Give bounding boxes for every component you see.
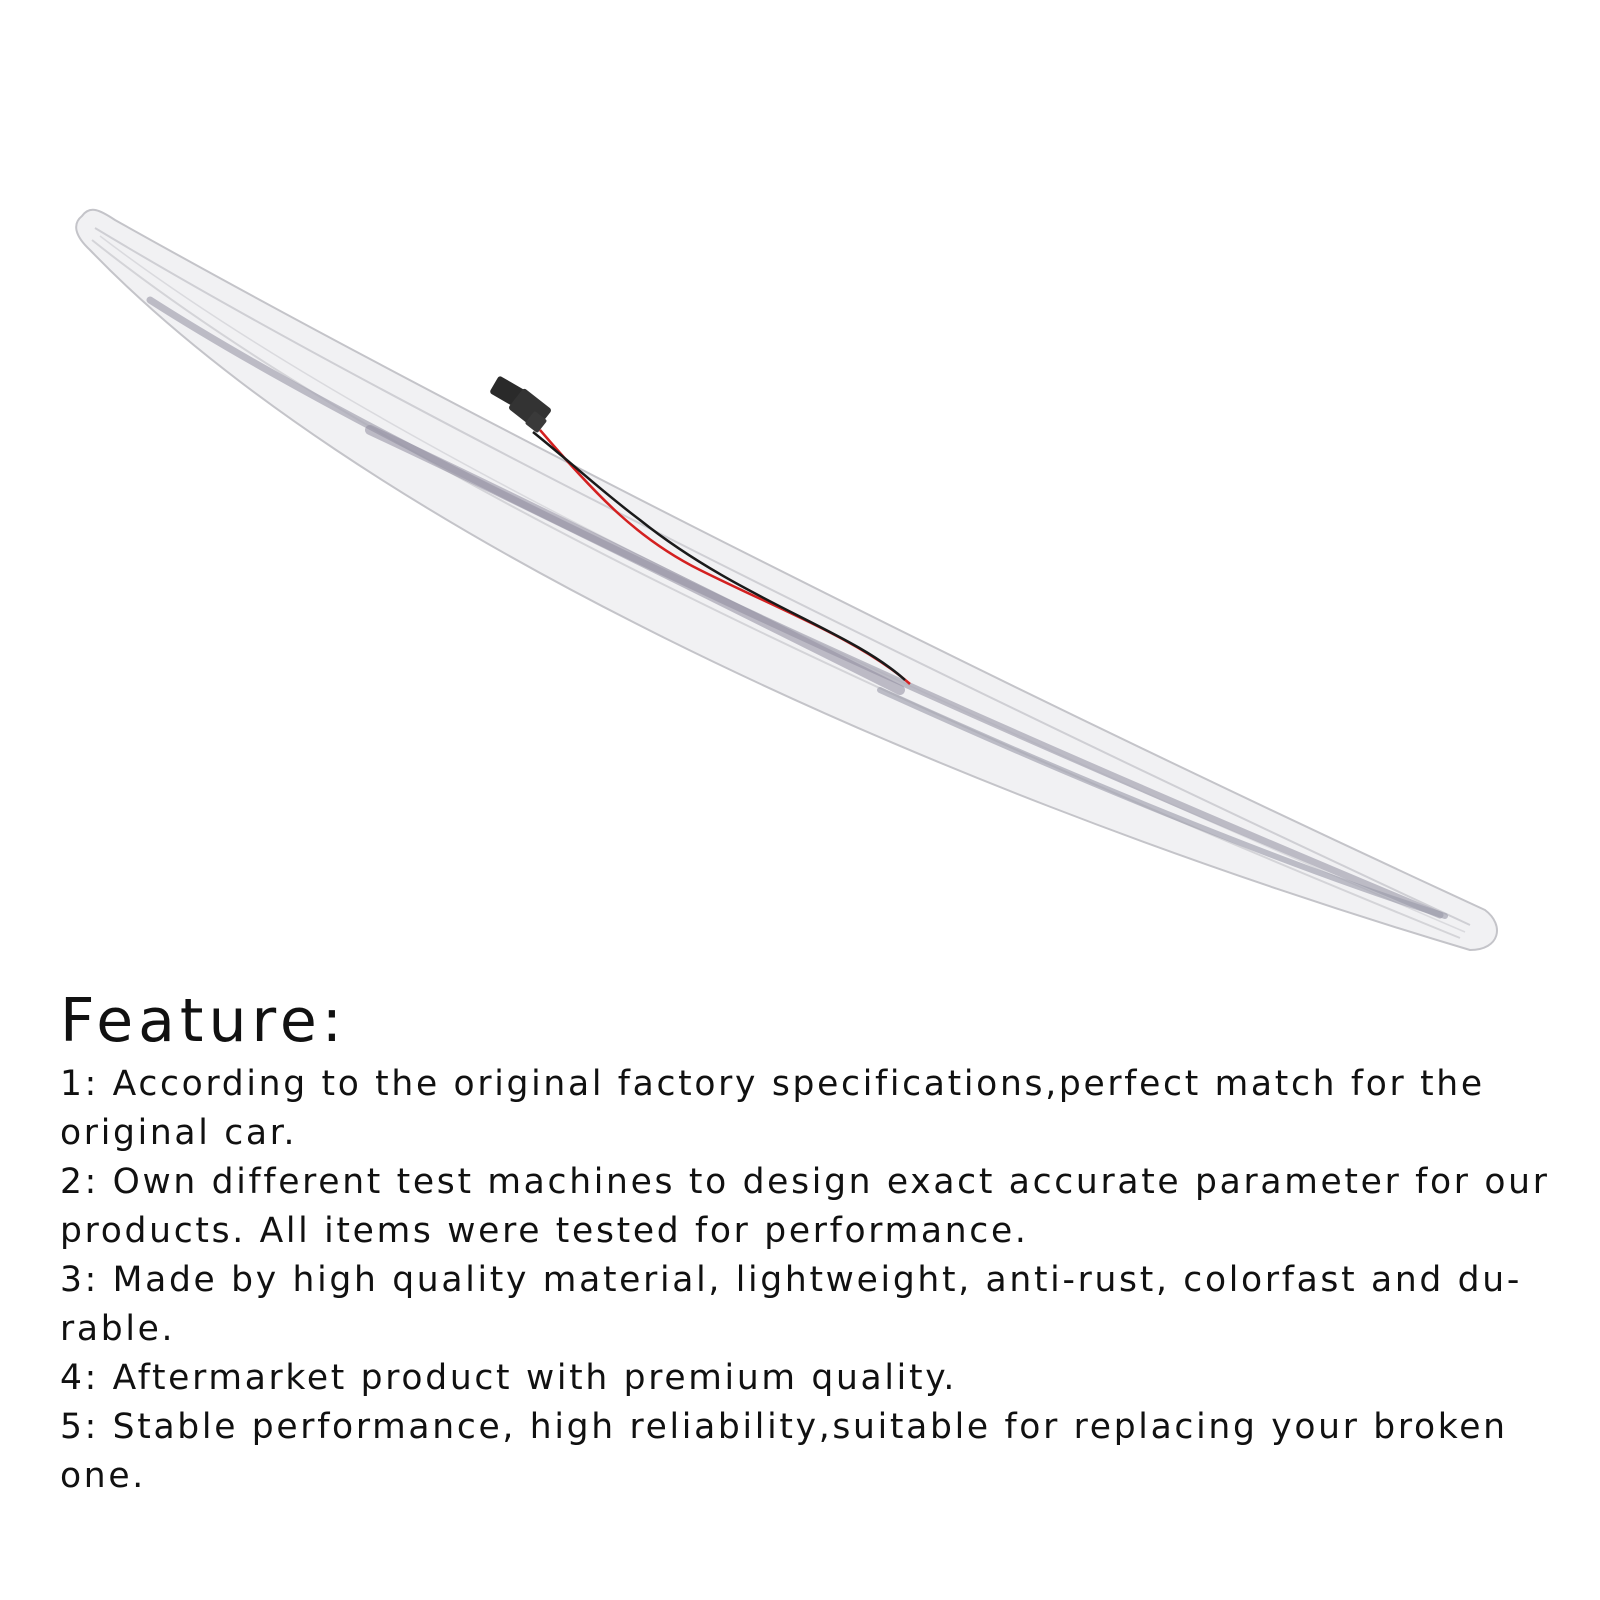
light-bar-housing [76,210,1497,950]
feature-item-1: 1: According to the original factory specifications,perfect match for the original car. [60,1064,1485,1153]
wire-connector [489,375,552,433]
feature-heading: Feature: [60,986,347,1056]
feature-section [60,988,1560,1501]
feature-list [60,1060,1560,1501]
feature-item-2: 2: Own different test machines to design exact accurate parameter for our products. All items were tested for performance. [60,1162,1550,1251]
feature-item-3: 3: Made by high quality material, lightweight, anti-rust, colorfast and du-rable. [60,1260,1522,1349]
feature-item-4: 4: Aftermarket product with premium quality. [60,1358,958,1398]
feature-item-5: 5: Stable performance, high reliability,suitable for replacing your broken one. [60,1407,1508,1496]
